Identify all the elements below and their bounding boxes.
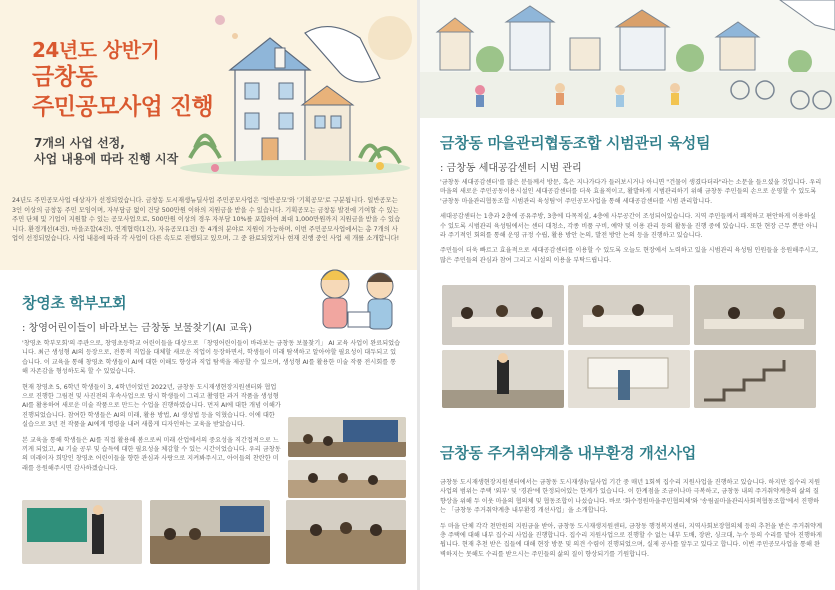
coop-section-body [440, 178, 823, 271]
classroom-photo-1 [288, 417, 406, 457]
village-illustration [420, 0, 835, 118]
intro-paragraph: 24년도 주민공모사업 대상자가 선정되었습니다. 금창동 도시재생뉴딜사업 주민공모사업은 '일반공모'와 '기획공모'로 구분됩니다. 일반공모는 3인 이상의 금창동 주민 모임이며, 자부담금 없이 건당 500만원 이하의 지원금을 받을 수 있습니다. 기획공모는 금창동 발전에 기여할 수 있는 주민 단체 및 기업이 지원할 수 있는 공모사업으로, 500만원 이상의 경우 자부담 10%를 포함하여 최대 1,000만원까지 지원금을 받을 수 있습니다. 환경개선(4건), 마을조합(4건), 연계협력(1건), 자유공모(1건) 등 4개의 분야로 지원이 가능하며, 이번 주민공모사업에서는 총 7개의 사업이 선정되었습니다. 사업 내용에 따라 각 사업이 다른 속도로 진행되고 있으며, 그 중 완료되었거나 현재 진행 중인 사업 세 개를 소개합니다! [12, 197, 401, 242]
coop-section-title: 금창동 마을관리협동조합 시범관리 육성팀 [440, 134, 711, 152]
cleaning-photo-1 [442, 350, 564, 408]
school-section-title: 창영초 학부모회 [22, 294, 127, 312]
cleaning-photo-2 [568, 350, 690, 408]
left-page [0, 0, 417, 590]
housing-paragraph-1: 금창동 도시재생현장지원센터에서는 금창동 도시재생뉴딜사업 기간 중 매년 1회씩 집수리 지원사업을 진행하고 있습니다. 하지만 집수리 지원사업의 범위는 주택 '외부' 및 '경관'에 한정되어있는 한계가 있습니다. 이 한계점을 조금이나마 극복하고, 금창동 내의 주거취약계층의 삶의 질 향상을 위해 두 이웃 마을의 협의체 및 협동조합이 나섰습니다. 바로 '화수정원마을주민협의체'와 '송림골마을관리사회적협동조합'에서 진행하는 「금창동 주거취약계층 내부환경 개선사업」을 소개합니다. [440, 479, 821, 515]
school-section-header [22, 292, 312, 334]
hero-banner [0, 0, 417, 270]
classroom-photo-4 [150, 500, 270, 564]
coop-section-subtitle: : 금창동 세대공감센터 시범 관리 [440, 163, 582, 174]
meeting-photo-1 [442, 285, 564, 345]
children-illustration [300, 262, 415, 342]
meeting-photo-3 [694, 285, 816, 345]
coop-section-header [440, 132, 820, 174]
hero-title [32, 38, 292, 122]
meeting-photo-2 [568, 285, 690, 345]
hero-title-line3: 주민공모사업 진행 [32, 94, 214, 120]
classroom-photo-2 [288, 460, 406, 498]
school-section-body [22, 339, 402, 479]
coop-paragraph-3: 주민들이 더욱 빠르고 효율적으로 세대공감센터를 이용할 수 있도록 오늘도 현장에서 노력하고 있을 시범관리 육성팀 인원들을 응원해주시고, 많은 주민들의 관심과 참여 그리고 시설의 이용을 부탁드립니다. [440, 247, 819, 264]
housing-section-title: 금창동 주거취약계층 내부환경 개선사업 [440, 444, 696, 462]
hero-title-line1: 24년도 상반기 [32, 38, 160, 62]
housing-section-body [440, 478, 823, 565]
stairs-photo [694, 350, 816, 408]
hero-subtitle-line1: 7개의 사업 선정, [34, 136, 125, 150]
right-page [420, 0, 835, 590]
housing-section-header [440, 442, 820, 463]
school-paragraph-2: 현재 창영초 5, 6학년 학생들이 3, 4학년이었던 2022년, 금창동 도시재생현장지원센터와 협업으로 진행한 그림전 및 사진전의 후속사업으로 당시 학생들이 그리고 촬영한 과거 작품을 생성형 AI를 활용하여 새로운 미술 작품으로 만드는 수업을 진행하였습니다. 먼저 AI에 대한 개념 이해가 진행되었습니다. 참여한 학생들은 AI의 미래, 활용 방법, AI 생성법 등을 익혔습니다. 이에 대한 실습으로 3년 전 작품을 AI에게 명령을 내려 새롭게 디자인하는 교육을 받았습니다. [22, 383, 281, 429]
school-paragraph-3: 본 교육을 통해 학생들은 AI를 직접 활용해 봄으로써 미래 산업에서의 중요성을 직간접적으로 느끼게 되었고, AI 기술 공부 및 습득에 대한 필요성을 체감할 수 있는 시간이었습니다. 우리 금창동의 미래이자 희망인 창영초 어린이들을 향한 관심과 사랑으로 지켜봐주시고, 아이들의 찬란한 미래를 응원해주시면 감사하겠습니다. [22, 436, 281, 472]
hero-subtitle [34, 135, 194, 167]
classroom-photo-3 [22, 500, 142, 564]
school-section-subtitle: : 창영어린이들이 바라보는 금창동 보물찾기(AI 교육) [22, 323, 253, 334]
hero-title-line2: 금창동 [32, 64, 98, 90]
coop-paragraph-2: 세대공감센터는 1층과 2층에 공유주방, 3층에 다목적실, 4층에 사무공간이 조성되어있습니다. 지역 주민들께서 쾌적하고 편안하게 이용하실 수 있도록 시범관리 육성팀에서는 센터 대청소, 각종 비품 구비, 예약 및 이용 관리 등의 활동을 진행 중에 있습니다. 또한 현장 근무 뿐만 아니라 주기적인 회의를 통해 운영 규정 수립, 활용 방안 논의, 발전 방안 논의 등을 진행하고 있습니다. [440, 213, 818, 240]
housing-paragraph-2: 두 마을 단체 각각 천만원의 지원금을 받아, 금창동 도시재생지원센터, 금창동 행정복지센터, 지역사회보장협의체 등의 추천을 받은 주거취약계층 주택에 대해 내부 집수리 사업을 진행합니다. 집수리 지원사업으로 진행할 수 없는 내부 도배, 장판, 싱크대, 누수 등의 수리를 맡아 진행하게 됩니다. 현재 추천 받은 집들에 대해 현장 방문 및 의견 수렴이 진행되었으며, 실제 공사를 앞두고 있다고 합니다. 이번 주민공모사업을 통해 완벽하지는 못해도 수리를 받으시는 주민들의 삶의 질이 향상되기를 기원합니다. [440, 522, 823, 558]
coop-paragraph-1: '금창동 세대공감센터'를 많은 분들께서 방문, 혹은 지나가다가 들러보시거나 아니면 "건물이 생겼다더라"라는 소문을 들으셨을 것입니다. 우리 마을의 새로운 주민공동이용시설인 세대공감센터를 더욱 효율적이고, 활발하게 시범관리하기 위해 금창동 주민들의 손으로 운영할 수 있도록 '금창동 마을관리협동조합 시범관리 육성팀'이 주민공모사업을 통해 세대공감센터를 시범 관리합니다. [440, 179, 822, 205]
school-paragraph-1: '창영초 학부모회'의 주관으로, 창영초등학교 어린이들을 대상으로 「창영어린이들이 바라보는 금창동 보물찾기」 AI 교육 사업이 완료되었습니다. 최근 생성형 AI의 등장으로, 전통적 직업을 대체할 새로운 직업이 등장하면서, 학생들이 미래 탐색하고 알아야할 필요성이 대두되고 있습니다. 이 교육을 통해 창영초 학생들이 AI에 대한 이해도 향상과 직업 탐색을 제공할 수 있으며, 생성형 AI를 활용한 미술 작품 전시회를 통해 자존감을 형성하도록 할 수 있었습니다. [22, 340, 401, 376]
classroom-photo-5 [286, 500, 406, 564]
hero-subtitle-line2: 사업 내용에 따라 진행 시작 [34, 152, 179, 166]
